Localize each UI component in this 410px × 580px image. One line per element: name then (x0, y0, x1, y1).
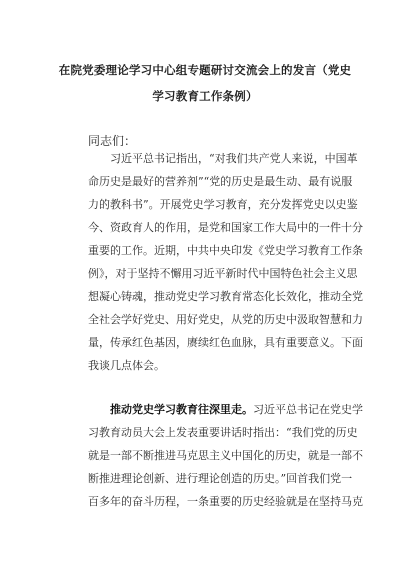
paragraph-line: 百多年的奋斗历程，一条重要的历史经验就是在坚持马克 (88, 495, 363, 508)
document-title (50, 57, 360, 109)
paragraph-line (88, 398, 363, 421)
paragraph-line: 断推进理论创新、进行理论创造的历史。”回首我们党一 (88, 472, 353, 485)
paragraph-line: 全社会学好党史、用好党史，从党的历史中汲取智慧和力 (88, 313, 363, 326)
paragraph-line: 力的教科书”。开展党史学习教育，充分发挥党史以史鉴 (88, 198, 358, 211)
salutation: 同志们： (88, 134, 137, 148)
paragraph-line: 例》，对于坚持不懈用习近平新时代中国特色社会主义思 (88, 267, 358, 280)
title-line-2: 学习教育工作条例） (152, 89, 258, 103)
title-line-1: 在院党委理论学习中心组专题研讨交流会上的发言（党史 (58, 63, 352, 77)
paragraph-line: 命历史是最好的营养剂”“党的历史是最生动、最有说服 (88, 175, 353, 188)
paragraph-line: 量，传承红色基因，赓续红色血脉，具有重要意义。下面 (88, 336, 363, 349)
paragraph-line: 今、资政育人的作用，是党和国家工作大局中的一件十分 (88, 221, 363, 234)
paragraph-line: 习教育动员大会上发表重要讲话时指出：“我们党的历史 (88, 426, 358, 439)
section-heading-rest: 习近平总书记在党史学 (253, 403, 363, 416)
paragraph-line: 就是一部不断推进马克思主义中国化的历史，就是一部不 (88, 449, 363, 462)
paragraph-line: 习近平总书记指出，“对我们共产党人来说，中国革 (110, 152, 358, 165)
paragraph-line: 重要的工作。近期，中共中央印发《党史学习教育工作条 (88, 244, 363, 257)
paragraph-line: 我谈几点体会。 (88, 359, 165, 372)
paragraph-intro (88, 147, 363, 377)
paragraph-section-1 (88, 398, 363, 513)
paragraph-line: 想凝心铸魂，推动党史学习教育常态化长效化，推动全党 (88, 290, 363, 303)
section-heading: 推动党史学习教育往深里走。 (110, 403, 253, 416)
